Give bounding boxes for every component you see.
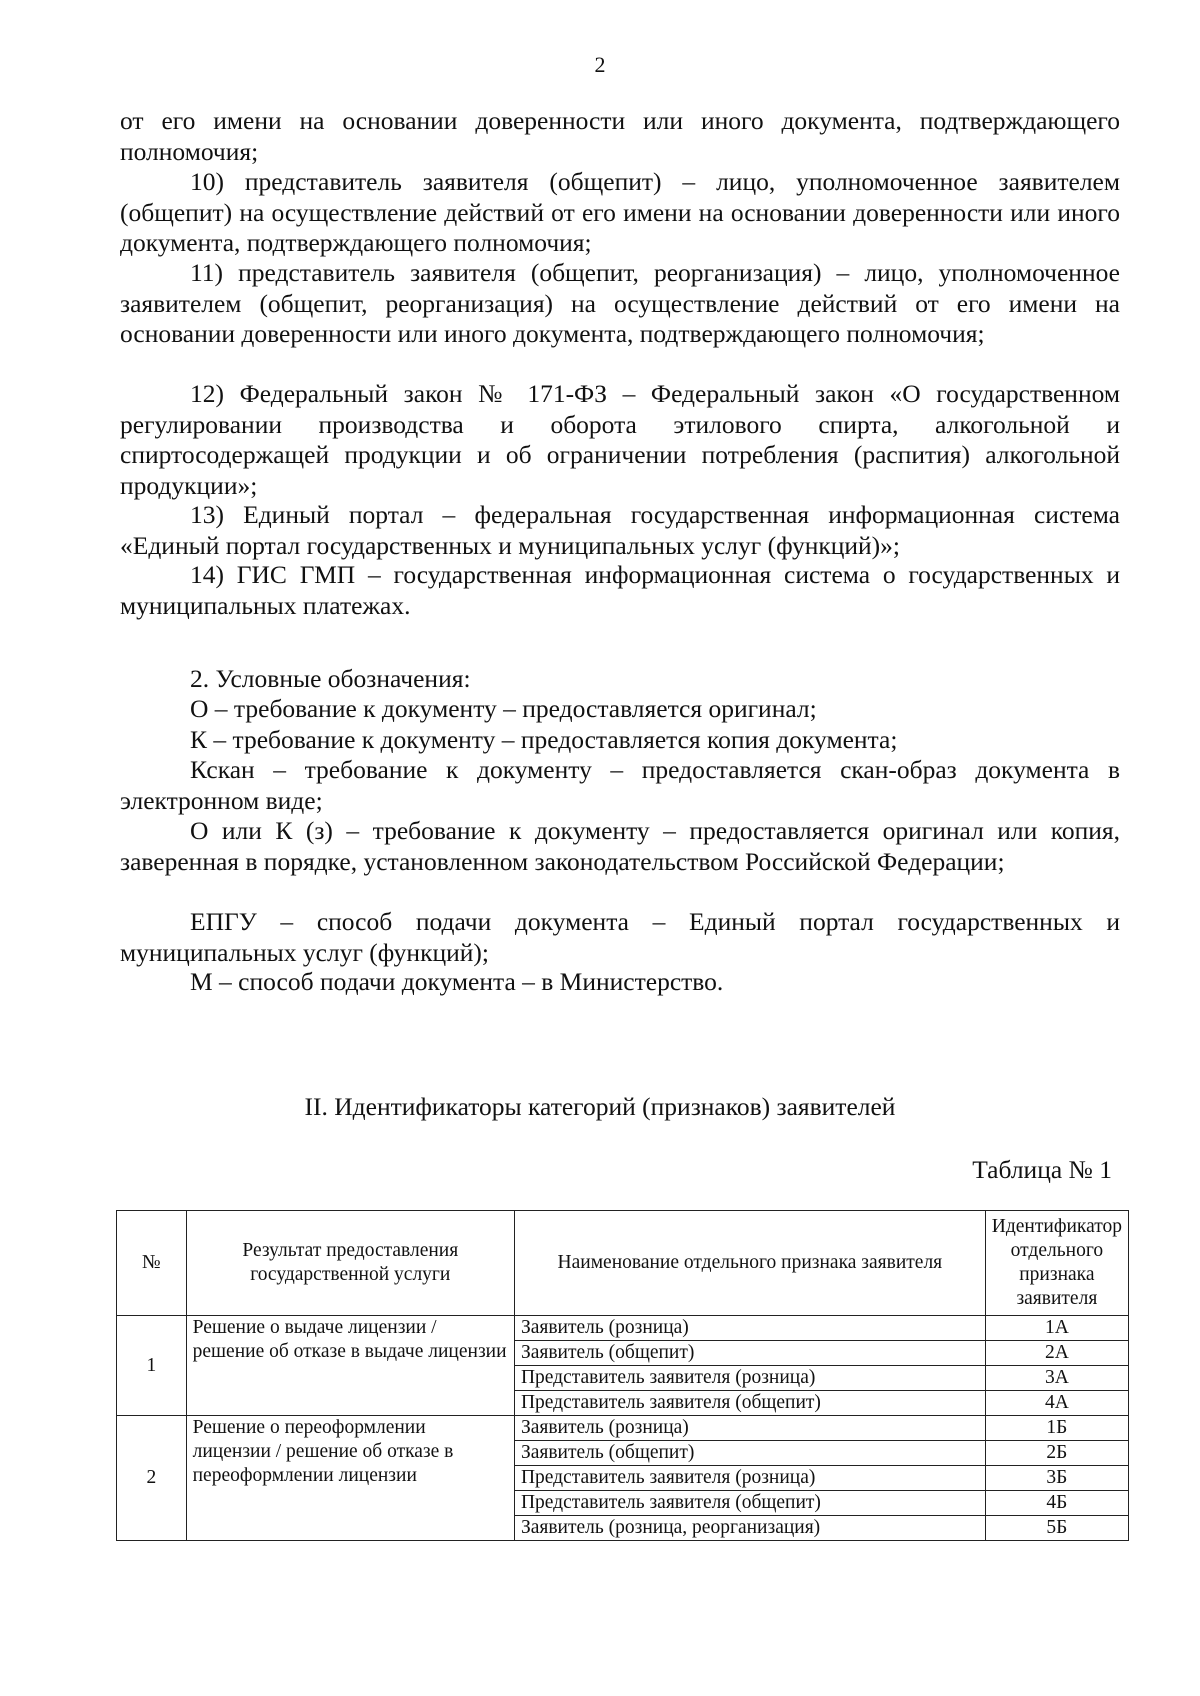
attribute-id: 1А [985,1316,1128,1341]
header-result: Результат предоставления государственной услуги [186,1211,514,1316]
group-number: 2 [117,1416,187,1541]
attribute-name: Представитель заявителя (общепит) [514,1391,985,1416]
section-heading: II. Идентификаторы категорий (признаков) заявителей [304,1092,896,1121]
attribute-id: 1Б [985,1416,1128,1441]
attribute-name: Представитель заявителя (общепит) [514,1491,985,1516]
convention-scan: Кскан – требование к документу – предоставляется скан-образ документа в электронном виде; [120,755,1120,815]
convention-epgu: ЕПГУ – способ подачи документа – Единый портал государственных и муниципальных услуг (функций); [120,907,1120,967]
paragraph-item-12: 12) Федеральный закон № 171-ФЗ – Федеральный закон «О государственном регулировании производства и оборота этилового спирта, алкогольной и спиртосодержащей продукции и об ограничении потребления (распития) алкогольной продукции»; [120,379,1120,500]
attribute-id: 5Б [985,1516,1128,1541]
attribute-id: 2Б [985,1441,1128,1466]
paragraph-item-11: 11) представитель заявителя (общепит, реорганизация) – лицо, уполномоченное заявителем (общепит, реорганизация) на осуществление действий от его имени на основании доверенности или иного документа, подтверждающего полномочия; [120,258,1120,348]
attribute-name: Представитель заявителя (розница) [514,1466,985,1491]
applicant-identifiers-table [116,1210,1129,1541]
group-result: Решение о выдаче лицензии / решение об отказе в выдаче лицензии [186,1316,514,1416]
table-header-row [117,1211,1129,1316]
header-number: № [117,1211,187,1316]
table-row [117,1416,1129,1441]
attribute-id: 3Б [985,1466,1128,1491]
convention-ministry: М – способ подачи документа – в Министерство. [190,967,724,996]
convention-original-or-copy: О или К (з) – требование к документу – предоставляется оригинал или копия, заверенная в порядке, установленном законодательством Российской Федерации; [120,816,1120,876]
conventions-title: 2. Условные обозначения: [190,664,471,693]
attribute-id: 2А [985,1341,1128,1366]
attribute-name: Заявитель (розница, реорганизация) [514,1516,985,1541]
header-identifier: Идентификатор отдельного признака заявителя [985,1211,1128,1316]
paragraph-item-14: 14) ГИС ГМП – государственная информационная система о государственных и муниципальных платежах. [120,560,1120,620]
table-row [117,1316,1129,1341]
header-attribute-name: Наименование отдельного признака заявителя [514,1211,985,1316]
group-result: Решение о переоформлении лицензии / решение об отказе в переоформлении лицензии [186,1416,514,1541]
attribute-name: Заявитель (общепит) [514,1341,985,1366]
attribute-name: Заявитель (общепит) [514,1441,985,1466]
attribute-name: Заявитель (розница) [514,1416,985,1441]
paragraph-item-13: 13) Единый портал – федеральная государственная информационная система «Единый портал государственных и муниципальных услуг (функций)»; [120,500,1120,560]
page-number: 2 [594,52,606,77]
paragraph-item-10: 10) представитель заявителя (общепит) – лицо, уполномоченное заявителем (общепит) на осуществление действий от его имени на основании доверенности или иного документа, подтверждающего полномочия; [120,167,1120,257]
attribute-id: 3А [985,1366,1128,1391]
attribute-id: 4А [985,1391,1128,1416]
attribute-id: 4Б [985,1491,1128,1516]
group-number: 1 [117,1316,187,1416]
table-label: Таблица № 1 [972,1155,1112,1184]
attribute-name: Представитель заявителя (розница) [514,1366,985,1391]
convention-original: О – требование к документу – предоставляется оригинал; [190,694,817,723]
paragraph-continuation: от его имени на основании доверенности или иного документа, подтверждающего полномочия; [120,106,1120,166]
attribute-name: Заявитель (розница) [514,1316,985,1341]
convention-copy: К – требование к документу – предоставляется копия документа; [190,725,898,754]
